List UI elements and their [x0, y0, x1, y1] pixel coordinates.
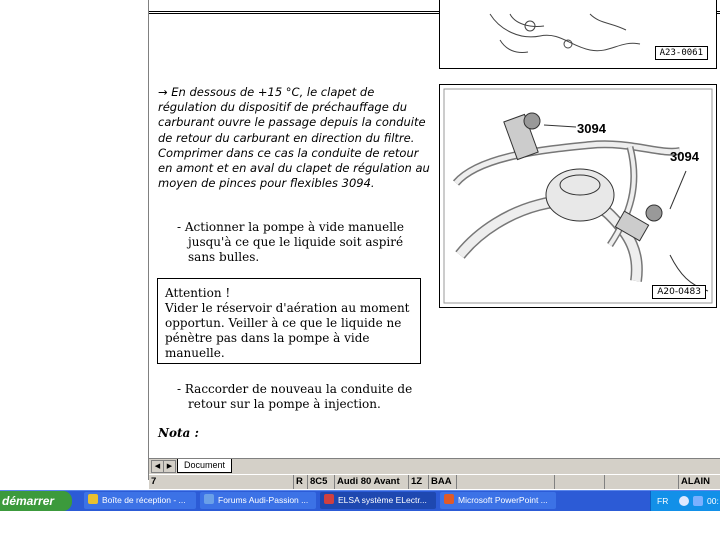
status-cell-empty-2: [555, 475, 605, 489]
taskbar: [0, 490, 720, 511]
system-tray: [650, 491, 720, 511]
task-elsa-label: ELSA système ELectr...: [338, 495, 427, 505]
figure-top-caption: A23-0061: [655, 46, 708, 60]
figure-main-drawing: [440, 85, 716, 307]
tab-document[interactable]: Document: [177, 459, 232, 473]
task-elsa[interactable]: [320, 492, 436, 509]
language-indicator[interactable]: FR: [657, 496, 669, 506]
clock: 00:: [707, 496, 719, 506]
powerpoint-icon: [444, 494, 454, 504]
sheet-tab-bar: [149, 458, 720, 474]
status-cell-empty-3: [605, 475, 679, 489]
step-raccorder-text: - Raccorder de nouveau la conduite de retour sur la pompe à injection.: [177, 382, 413, 411]
step-actionner-text: - Actionner la pompe à vide manuelle jusqu'à ce que le liquide soit aspiré sans bulles.: [177, 220, 404, 264]
outlook-icon: [88, 494, 98, 504]
step-actionner: [177, 220, 427, 265]
task-powerpoint[interactable]: [440, 492, 556, 509]
bottom-blank: [0, 511, 720, 540]
status-cell-page: 7: [149, 475, 294, 489]
task-outlook[interactable]: [84, 492, 196, 509]
figure-main: [439, 84, 717, 308]
status-cell-r: R: [294, 475, 308, 489]
nota-heading: Nota :: [158, 426, 199, 440]
status-cell-gearbox: BAA: [429, 475, 457, 489]
tab-scroll-left-button[interactable]: ◀: [151, 460, 164, 473]
tray-arrow-icon[interactable]: [679, 496, 689, 506]
status-cell-user: ALAIN: [681, 476, 711, 487]
left-panel: [0, 0, 149, 480]
task-forums[interactable]: [200, 492, 316, 509]
status-cell-engine: 1Z: [409, 475, 429, 489]
task-forums-label: Forums Audi-Passion ...: [218, 495, 309, 505]
attention-title: Attention !: [165, 286, 231, 300]
figure-top: [439, 0, 717, 69]
main-paragraph: → En dessous de +15 °C, le clapet de régulation du dispositif de préchauffage du carburant ouvre le passage depuis la conduite de retour du carburant en direction du filtre. Comprimer dans ce cas la conduite de retour en amont et en aval du clapet de régulation au moyen de pinces pour flexibles 3094.: [158, 85, 430, 191]
step-raccorder: [177, 382, 427, 412]
status-cell-code: 8C5: [308, 475, 335, 489]
status-bar: [149, 474, 720, 489]
browser-icon: [204, 494, 214, 504]
document-area: [149, 0, 720, 458]
task-outlook-label: Boîte de réception - ...: [102, 495, 186, 505]
status-cell-model: Audi 80 Avant: [335, 475, 409, 489]
status-cell-empty-1: [457, 475, 555, 489]
attention-box: [157, 278, 421, 364]
callout-3094-right: 3094: [670, 149, 699, 164]
elsa-icon: [324, 494, 334, 504]
attention-text: Vider le réservoir d'aération au moment opportun. Veiller à ce que le liquide ne pénètre pas dans la pompe à vide manuelle.: [165, 301, 410, 360]
callout-3094-left: 3094: [577, 121, 606, 136]
tab-scroll-right-button[interactable]: ▶: [163, 460, 176, 473]
start-button[interactable]: démarrer: [0, 491, 72, 511]
figure-main-caption: A20-0483: [652, 285, 706, 299]
task-powerpoint-label: Microsoft PowerPoint ...: [458, 495, 548, 505]
network-icon[interactable]: [693, 496, 703, 506]
